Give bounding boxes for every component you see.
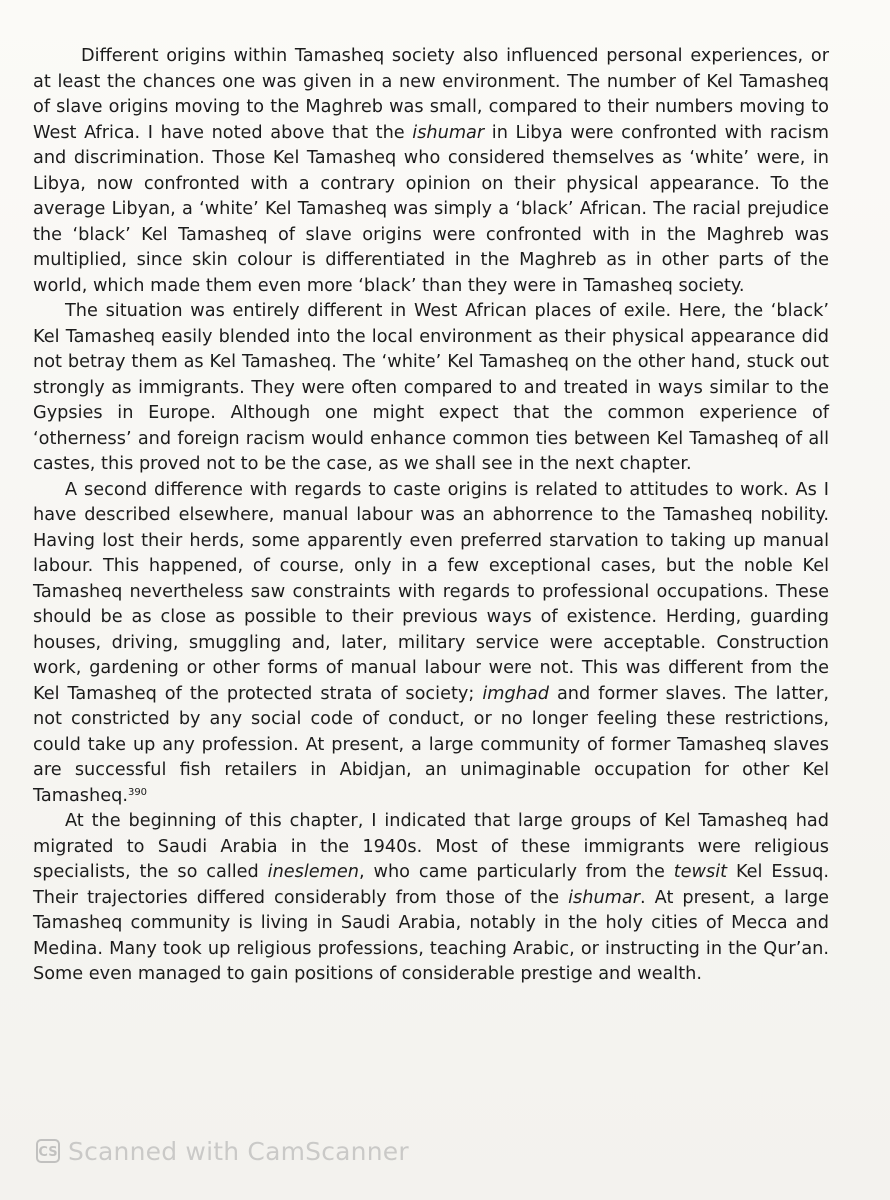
watermark-text: Scanned with CamScanner [68,1136,409,1166]
scanner-watermark [36,1138,409,1164]
text-run: . At present, a large Tamasheq community is living in Saudi Arabia, notably in the holy cities of Mecca and Medina. Many took up religious professions, teaching Arabic, or instructing in the Qur’an. Some even managed to gain positions of considerable prestige and wealth. [33,887,829,984]
paragraph-3 [33,478,829,810]
paragraph-4 [33,809,829,988]
text-run: A second difference with regards to caste origins is related to attitudes to work. As I have described elsewhere, manual labour was an abhorrence to the Tamasheq nobility. Having lost their herds, some apparently even preferred starvation to taking up manual labour. This happened, of course, only in a few exceptional cases, but the noble Kel Tamasheq nevertheless saw constraints with regards to professional occupations. These should be as close as possible to their previous ways of existence. Herding, guarding houses, driving, smuggling and, later, military service were acceptable. Construction work, gardening or other forms of manual labour were not. This was different from the Kel Tamasheq of the protected strata of society; [33,479,829,704]
italic-term: ishumar [568,887,641,908]
svg-text:CS: CS [38,1145,58,1160]
paragraph-2 [33,299,829,478]
italic-term: ishumar [412,122,485,143]
italic-term: ineslemen [267,862,359,882]
body-text [33,44,829,988]
paragraph-1 [33,44,829,299]
text-run: in Libya were confronted with racism and discrimination. Those Kel Tamasheq who considered themselves as ‘white’ were, in Libya, now confronted with a contrary opinion on their physical appearance. To the average Libyan, a ‘white’ Kel Tamasheq was simply a ‘black’ African. The racial prejudice the ‘black’ Kel Tamasheq of slave origins were confronted with in the Maghreb was multiplied, since skin colour is differentiated in the Maghreb as in other parts of the world, which made them even more ‘black’ than they were in Tamasheq society. [33,122,830,296]
italic-term: imghad [482,683,549,704]
footnote-ref: 390 [127,786,148,798]
text-run: Different origins within Tamasheq society also influenced personal experiences, or at least the chances one was given in a new environment. The number of Kel Tamasheq of slave origins moving to the Maghreb was small, compared to their numbers moving to West Africa. I have noted above that the [33,46,829,143]
camscanner-logo-icon [36,1139,60,1163]
text-run: At the beginning of this chapter, I indicated that large groups of Kel Tamasheq had migrated to Saudi Arabia in the 1940s. Most of these immigrants were religious specialists, the so called [33,811,829,882]
italic-term: tewsit [673,862,728,882]
text-run: The situation was entirely different in West African places of exile. Here, the ‘black’ Kel Tamasheq easily blended into the local environment as their physical appearance did not betray them as Kel Tamasheq. The ‘white’ Kel Tamasheq on the other hand, stuck out strongly as immigrants. They were often compared to and treated in ways similar to the Gypsies in Europe. Although one might expect that the common experience of ‘otherness’ and foreign racism would enhance common ties between Kel Tamasheq of all castes, this proved not to be the case, as we shall see in the next chapter. [33,301,829,474]
text-run: Kel Essuq. Their trajectories differed considerably from those of the [33,862,829,908]
text-run: , who came particularly from the [359,862,674,882]
text-run: and former slaves. The latter, not constricted by any social code of conduct, or no longer feeling these restrictions, could take up any profession. At present, a large community of former Tamasheq slaves are successful fish retailers in Abidjan, an unimaginable occupation for other Kel Tamasheq. [33,683,830,806]
